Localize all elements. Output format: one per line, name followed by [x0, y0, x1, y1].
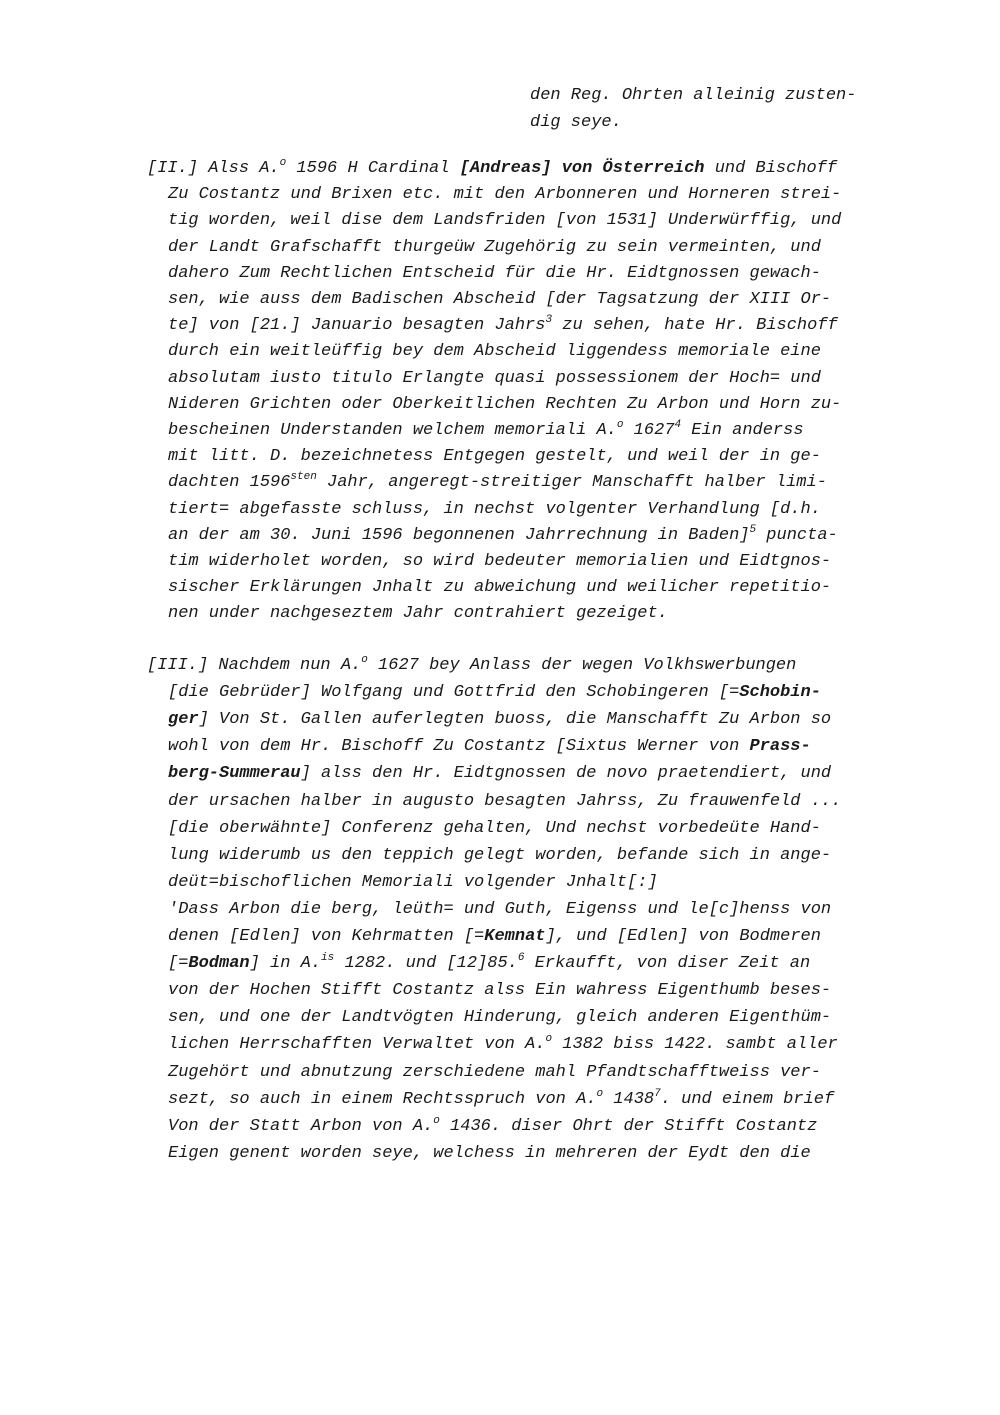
- text-run: dahero Zum Rechtlichen Entscheid für die Hr. Eidtgnossen gewach-: [168, 264, 821, 283]
- superscript: o: [616, 419, 624, 431]
- text-run: an der am 30. Juni 1596 begonnenen Jahrrechnung in Baden]: [168, 526, 750, 545]
- text-run: Eigen genent worden seye, welchess in mehreren der Eydt den die: [168, 1144, 811, 1163]
- text-run: 1596 H Cardinal: [286, 159, 460, 178]
- text-line: [168, 873, 658, 893]
- superscript: 3: [545, 314, 553, 326]
- text-line: [168, 1008, 831, 1028]
- text-run: ], und [Edlen] von Bodmeren: [545, 927, 821, 946]
- text-run: und Bischoff: [704, 159, 838, 178]
- text-run: [III.] Nachdem nun A.: [147, 656, 362, 675]
- text-run: von der Hochen Stifft Costantz alss Ein wahress Eigenthumb beses-: [168, 981, 832, 1000]
- text-run: nen under nachgeseztem Jahr contrahiert gezeiget.: [168, 604, 668, 623]
- text-line: [168, 316, 838, 336]
- text-run: Zu Costantz und Brixen etc. mit den Arbonneren und Horneren strei-: [168, 185, 842, 204]
- text-run: 1627 bey Anlass der wegen Volkhswerbungen: [367, 656, 797, 675]
- text-run: ] in A.: [249, 954, 322, 973]
- text-run: bescheinen Understanden welchem memoriali A.: [168, 421, 617, 440]
- superscript: 6: [517, 952, 525, 964]
- text-line: [168, 981, 831, 1001]
- superscript: 7: [654, 1088, 661, 1100]
- text-run: lichen Herrschafften Verwaltet von A.: [168, 1035, 546, 1054]
- text-line: [168, 900, 831, 920]
- bold-text: berg-Summerau: [168, 764, 301, 783]
- text-line: [168, 500, 821, 520]
- text-line: [168, 710, 831, 730]
- superscript: is: [321, 952, 335, 964]
- text-run: puncta-: [756, 526, 838, 545]
- text-run: sischer Erklärungen Jnhalt zu abweichung und weilicher repetitio-: [168, 578, 832, 597]
- text-run: [die oberwähnte] Conferenz gehalten, Und nechst vorbedeüte Hand-: [168, 819, 821, 838]
- text-run: Nideren Grichten oder Oberkeitlichen Rechten Zu Arbon und Horn zu-: [168, 395, 842, 414]
- text-line: [168, 421, 804, 441]
- text-run: zu sehen, hate Hr. Bischoff: [552, 316, 838, 335]
- text-line: [168, 819, 821, 839]
- text-run: 1438: [603, 1090, 655, 1109]
- text-line: [168, 552, 831, 572]
- superscript: 4: [674, 419, 682, 431]
- text-run: [die Gebrüder] Wolfgang und Gottfrid den Schobingeren [=: [168, 683, 740, 702]
- text-line: [168, 1063, 821, 1083]
- bold-text: Bodman: [188, 954, 250, 973]
- bold-text: ger: [168, 710, 199, 729]
- superscript: o: [433, 1115, 440, 1127]
- text-line: [168, 211, 841, 231]
- superscript: o: [361, 654, 368, 666]
- text-run: Zugehört und abnutzung zerschiedene mahl Pfandtschafftweiss ver-: [168, 1063, 821, 1082]
- text-line: [168, 447, 821, 467]
- text-run: der ursachen halber in augusto besagten Jahrss, Zu frauwenfeld ...: [168, 792, 842, 811]
- text-run: 1382 biss 1422. sambt aller: [552, 1035, 838, 1054]
- text-line: [168, 1144, 811, 1164]
- text-run: [=: [168, 954, 189, 973]
- text-line: [168, 792, 841, 812]
- text-run: tim widerholet worden, so wird bedeuter memorialien und Eidtgnos-: [168, 552, 832, 571]
- text-line: [168, 369, 821, 389]
- bold-text: [Andreas] von Österreich: [459, 159, 705, 178]
- text-run: absolutam iusto titulo Erlangte quasi possessionem der Hoch= und: [168, 369, 821, 388]
- text-line: [147, 159, 837, 179]
- text-run: Ein anderss: [681, 421, 804, 440]
- superscript: o: [596, 1088, 604, 1100]
- text-line: [168, 927, 821, 947]
- text-line: [168, 473, 827, 493]
- text-line: [168, 526, 838, 546]
- text-run: ] alss den Hr. Eidtgnossen de novo praetendiert, und: [300, 764, 832, 783]
- text-run: Erkaufft, von diser Zeit an: [524, 954, 811, 973]
- text-run: sen, wie auss dem Badischen Abscheid [der Tagsatzung der XIII Or-: [168, 290, 832, 309]
- text-line: [168, 185, 841, 205]
- text-run: den Reg. Ohrten alleinig zusten-: [530, 86, 857, 105]
- text-line: [168, 1117, 817, 1137]
- text-run: sen, und one der Landtvögten Hinderung, gleich anderen Eigenthüm-: [168, 1008, 832, 1027]
- text-run: . und einem brief: [660, 1090, 835, 1109]
- text-line: [168, 737, 811, 757]
- text-run: lung widerumb us den teppich gelegt worden, befande sich in ange-: [168, 846, 832, 865]
- text-line: [168, 290, 831, 310]
- text-run: denen [Edlen] von Kehrmatten [=: [168, 927, 485, 946]
- text-run: 'Dass Arbon die berg, leüth= und Guth, Eigenss und le[c]henss von: [168, 900, 832, 919]
- text-run: te] von [21.] Januario besagten Jahrs: [168, 316, 546, 335]
- superscript: o: [545, 1033, 553, 1045]
- bold-text: Prass-: [749, 737, 811, 756]
- text-line: [168, 238, 821, 258]
- bold-text: Schobin-: [739, 683, 821, 702]
- text-run: dachten 1596: [168, 473, 291, 492]
- text-line: [168, 604, 668, 624]
- text-run: ] Von St. Gallen auferlegten buoss, die Manschafft Zu Arbon so: [198, 710, 832, 729]
- text-line: [168, 1035, 838, 1055]
- text-line: [168, 846, 831, 866]
- text-line: [147, 656, 796, 676]
- superscript: 5: [749, 524, 757, 536]
- text-run: 1436. diser Ohrt der Stifft Costantz: [439, 1117, 818, 1136]
- text-run: tig worden, weil dise dem Landsfriden [von 1531] Underwürffig, und: [168, 211, 842, 230]
- text-run: tiert= abgefasste schluss, in nechst volgenter Verhandlung [d.h.: [168, 500, 821, 519]
- text-run: dig seye.: [530, 113, 622, 132]
- text-run: der Landt Grafschafft thurgeüw Zugehörig zu sein vermeinten, und: [168, 238, 821, 257]
- text-run: mit litt. D. bezeichnetess Entgegen gestelt, und weil der in ge-: [168, 447, 821, 466]
- text-line: [168, 578, 831, 598]
- text-run: Jahr, angeregt-streitiger Manschafft halber limi-: [316, 473, 827, 492]
- superscript: sten: [290, 471, 317, 483]
- text-line: [168, 395, 841, 415]
- text-run: durch ein weitleüffig bey dem Abscheid liggendess memoriale eine: [168, 342, 821, 361]
- text-line: [530, 113, 622, 133]
- text-run: 1627: [623, 421, 675, 440]
- text-line: [168, 264, 821, 284]
- text-line: [168, 1090, 834, 1110]
- bold-text: Kemnat: [484, 927, 546, 946]
- superscript: o: [279, 157, 287, 169]
- text-run: wohl von dem Hr. Bischoff Zu Costantz [Sixtus Werner von: [168, 737, 750, 756]
- text-line: [168, 764, 831, 784]
- text-run: sezt, so auch in einem Rechtsspruch von A.: [168, 1090, 597, 1109]
- text-line: [168, 954, 810, 974]
- text-run: Von der Statt Arbon von A.: [168, 1117, 434, 1136]
- text-run: deüt=bischoflichen Memoriali volgender Jnhalt[:]: [168, 873, 658, 892]
- text-line: [530, 86, 856, 106]
- text-line: [168, 683, 821, 703]
- text-run: [II.] Alss A.: [147, 159, 280, 178]
- text-run: 1282. und [12]85.: [334, 954, 518, 973]
- text-line: [168, 342, 821, 362]
